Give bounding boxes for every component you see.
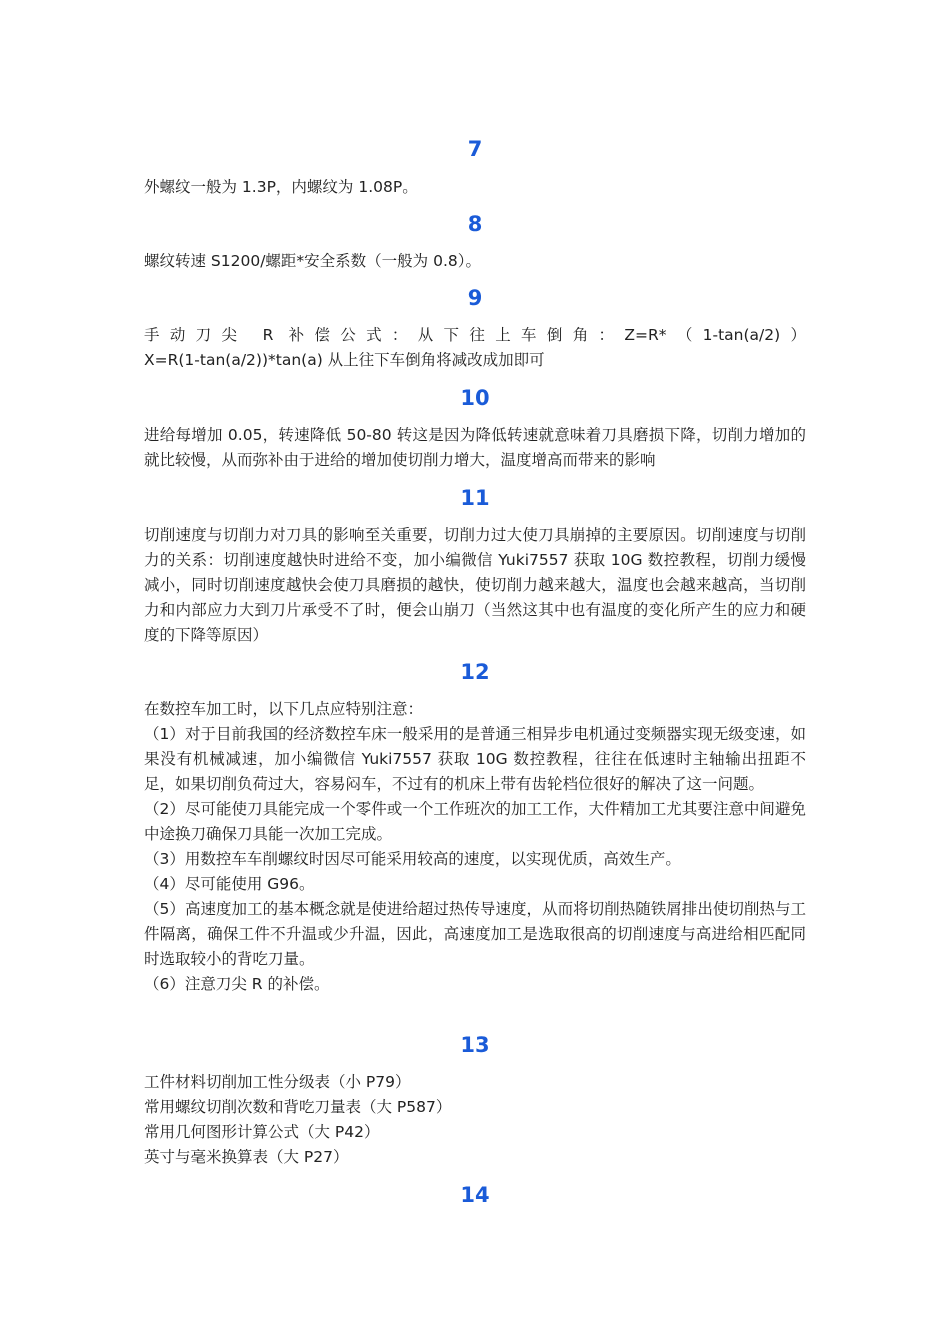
list-item: （3）用数控车车削螺纹时因尽可能采用较高的速度，以实现优质，高效生产。 bbox=[144, 850, 681, 868]
section-10 bbox=[144, 384, 806, 473]
formula-line: X=R(1-tan(a/2))*tan(a) 从上往下车倒角将减改成加即可 bbox=[144, 351, 545, 369]
section-heading: 9 bbox=[467, 286, 483, 310]
reference-line: 工件材料切削加工性分级表（小 P79） bbox=[144, 1073, 411, 1091]
list-item: （6）注意刀尖 R 的补偿。 bbox=[144, 975, 330, 993]
section-heading: 10 bbox=[460, 386, 490, 410]
section-7 bbox=[144, 135, 806, 200]
section-heading: 11 bbox=[460, 486, 490, 510]
section-13 bbox=[144, 1031, 806, 1170]
paragraph: 在数控车加工时，以下几点应特别注意： bbox=[144, 700, 424, 718]
section-12 bbox=[144, 658, 806, 997]
list-item: （1）对于目前我国的经济数控车床一般采用的是普通三相异步电机通过变频器实现无级变速，如果没有机械减速，加小编微信 Yuki7557 获取 10G 数控教程，往往在低速时主轴输出扭距不足，如果切削负荷过大，容易闷车，不过有的机床上带有齿轮档位很好的解决了这一问题。 bbox=[144, 725, 806, 793]
section-heading: 13 bbox=[460, 1033, 490, 1057]
reference-line: 常用几何图形计算公式（大 P42） bbox=[144, 1123, 380, 1141]
list-item: （2）尽可能使刀具能完成一个零件或一个工作班次的加工工作，大件精加工尤其要注意中间避免中途换刀确保刀具能一次加工完成。 bbox=[144, 800, 806, 843]
section-heading: 8 bbox=[467, 212, 483, 236]
reference-line: 常用螺纹切削次数和背吃刀量表（大 P587） bbox=[144, 1098, 452, 1116]
paragraph: 切削速度与切削力对刀具的影响至关重要，切削力过大使刀具崩掉的主要原因。切削速度与切削力的关系：切削速度越快时进给不变，加小编微信 Yuki7557 获取 10G 数控教程，切削力缓慢减小，同时切削速度越快会使刀具磨损的越快，使切削力越来越大，温度也会越来越高，当切削力和内部应力大到刀片承受不了时，便会山崩刀（当然这其中也有温度的变化所产生的应力和硬度的下降等原因） bbox=[144, 526, 806, 644]
paragraph: 进给每增加 0.05，转速降低 50-80 转这是因为降低转速就意味着刀具磨损下降，切削力增加的就比较慢，从而弥补由于进给的增加使切削力增大，温度增高而带来的影响 bbox=[144, 426, 806, 469]
section-11 bbox=[144, 484, 806, 648]
paragraph: 螺纹转速 S1200/螺距*安全系数（一般为 0.8）。 bbox=[144, 252, 482, 270]
section-heading: 14 bbox=[460, 1183, 490, 1207]
list-item: （5）高速度加工的基本概念就是使进给超过热传导速度，从而将切削热随铁屑排出使切削热与工件隔离，确保工件不升温或少升温，因此，高速度加工是选取很高的切削速度与高进给相匹配同时选取较小的背吃刀量。 bbox=[144, 900, 806, 968]
section-8 bbox=[144, 210, 806, 274]
section-heading: 12 bbox=[460, 660, 490, 684]
section-9 bbox=[144, 284, 806, 373]
section-heading: 7 bbox=[467, 137, 483, 161]
formula-line: 手动刀尖 R 补偿公式：从下往上车倒角：Z=R*（1-tan(a/2)） bbox=[144, 326, 806, 344]
section-14 bbox=[144, 1181, 806, 1209]
reference-line: 英寸与毫米换算表（大 P27） bbox=[144, 1148, 349, 1166]
list-item: （4）尽可能使用 G96。 bbox=[144, 875, 315, 893]
paragraph: 外螺纹一般为 1.3P，内螺纹为 1.08P。 bbox=[144, 178, 418, 196]
